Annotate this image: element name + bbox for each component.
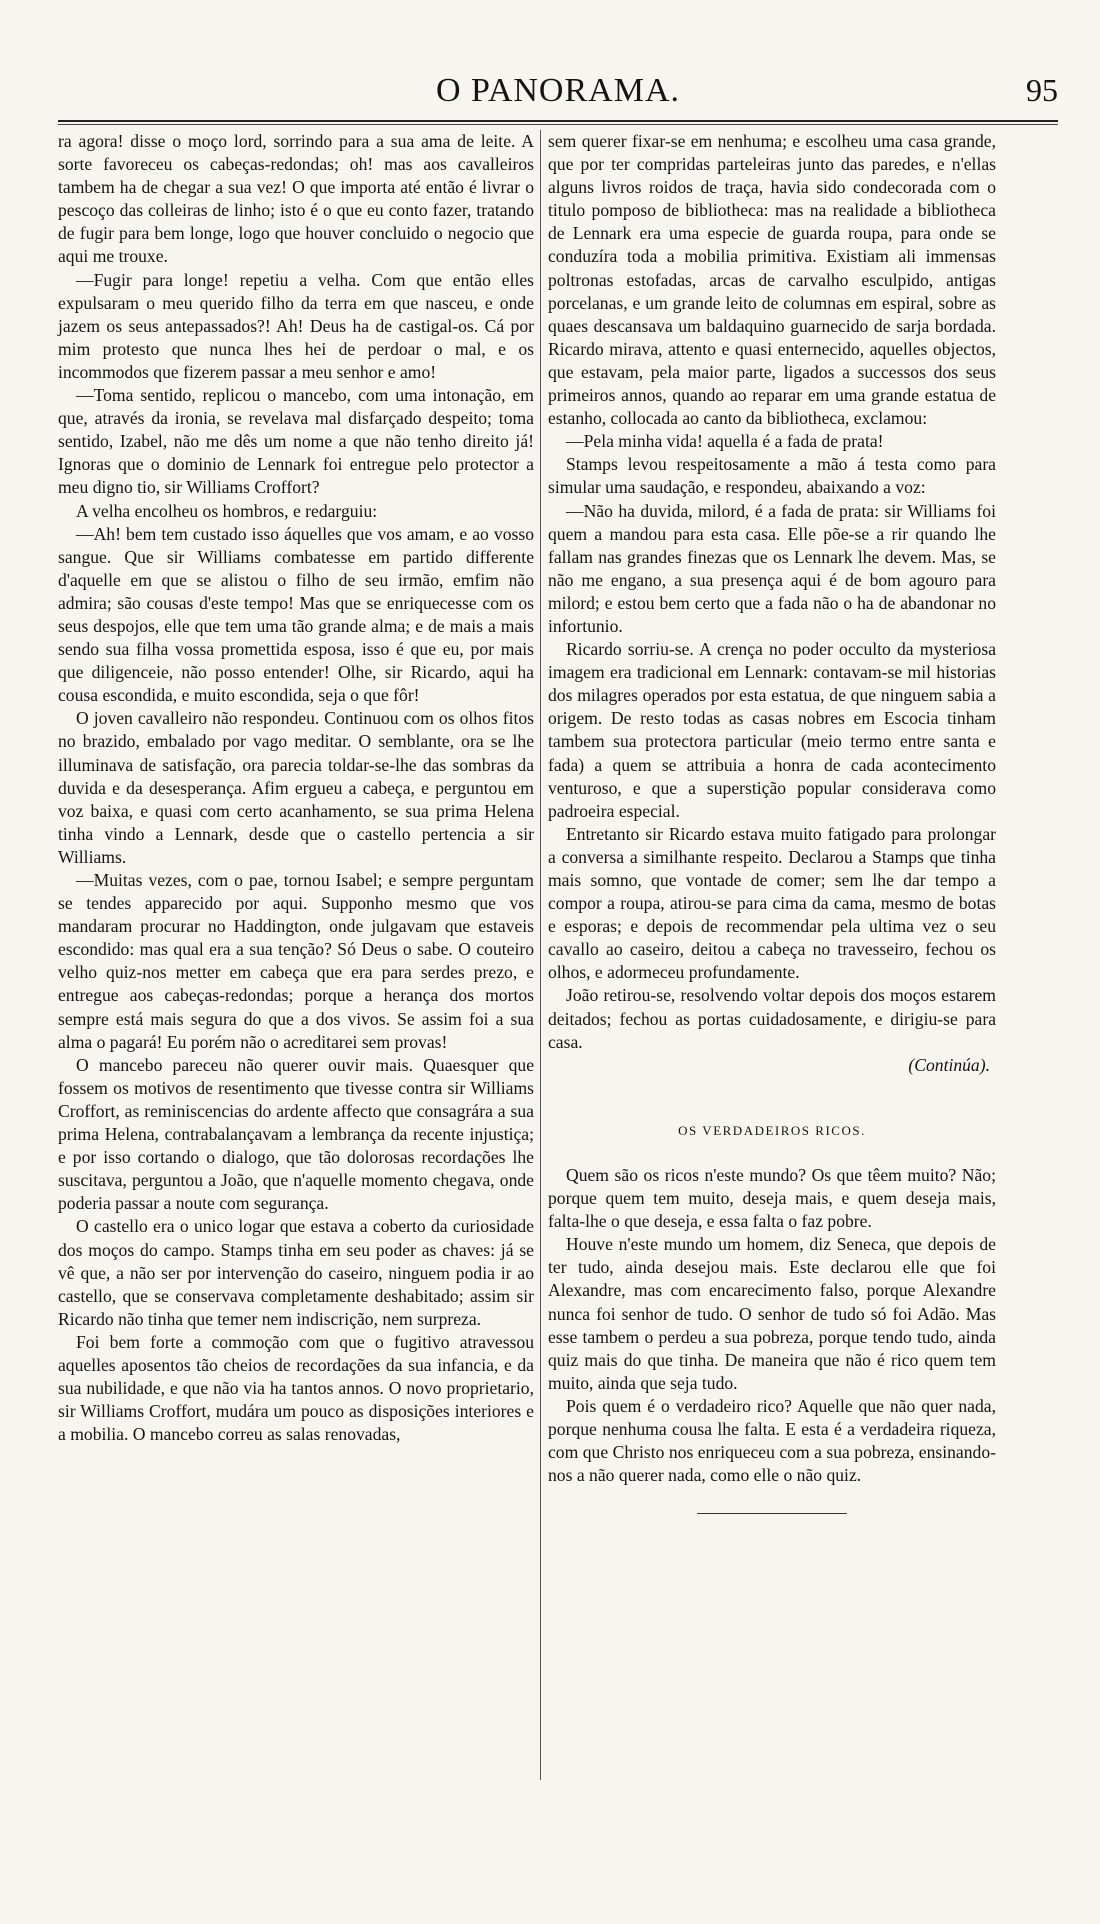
paragraph: João retirou-se, resolvendo voltar depois dos moços estarem deitados; fechou as portas cuidadosamente, e dirigiu-se para casa.	[548, 985, 996, 1052]
section-title: OS VERDADEIROS RICOS.	[678, 1122, 866, 1138]
paragraph: ra agora! disse o moço lord, sorrindo para a sua ama de leite. A sorte favoreceu os cabeças-redondas; oh! mas aos cavalleiros tambem ha de chegar a sua vez! O que importa até então é livrar o pescoço das colleiras de linho; isto é o que eu conto fazer, tratando de fugir para bem longe, logo que houver concluido o negocio que aqui me trouxe.	[58, 131, 534, 267]
paragraph: A velha encolheu os hombros, e redarguiu:	[76, 500, 378, 521]
page-header	[58, 72, 1058, 116]
section-body	[548, 1164, 996, 1487]
paragraph: Quem são os ricos n'este mundo? Os que têem muito? Não; porque quem tem muito, deseja mais, e quem deseja mais, falta-lhe o que deseja, e essa falta o faz pobre.	[548, 1164, 996, 1232]
paragraph: O joven cavalleiro não respondeu. Continuou com os olhos fitos no brazido, embalado por vago meditar. O semblante, ora se lhe illuminava de satisfação, ora parecia toldar-se-lhe das sombras da duvida e da desesperança. Afim ergueu a cabeça, e perguntou em voz baixa, e quasi com certo acanhamento, se sua prima Helena tinha vindo a Lennark, desde que o castello pertencia a sir Williams.	[58, 708, 534, 867]
paragraph: Pois quem é o verdadeiro rico? Aquelle que não quer nada, porque nenhuma cousa lhe falta. E esta é a verdadeira riqueza, com que Christo nos enriqueceu com a sua pobreza, ensinando-nos a não querer nada, como elle o não quiz.	[548, 1395, 996, 1486]
paragraph: —Toma sentido, replicou o mancebo, com uma intonação, em que, através da ironia, se revelava mal disfarçado despeito; toma sentido, Izabel, não me dês um nome a que não tenho direito já! Ignoras que o dominio de Lennark foi entregue pelo protector a meu digno tio, sir Williams Croffort?	[58, 385, 534, 498]
story-continuation	[548, 130, 996, 1054]
end-rule	[697, 1513, 847, 1514]
page-title: O PANORAMA.	[435, 72, 681, 109]
column-divider	[540, 130, 541, 1780]
paragraph: —Muitas vezes, com o pae, tornou Isabel; e sempre perguntam se tendes apparecido por aqui. Supponho mesmo que vos mandaram procurar no Haddington, onde julgavam que estaveis escondido: mas qual era a sua tenção? Só Deus o sabe. O couteiro velho quiz-nos metter em cabeça que era para serdes prezo, e entregue aos cabeças-redondas; porque a herança dos mortos sempre está mais segura do que a dos vivos. Se assim foi a sua alma o pagará! Eu porém não o acreditarei sem provas!	[58, 870, 534, 1052]
paragraph: O mancebo pareceu não querer ouvir mais. Quaesquer que fossem os motivos de resentimento que tivesse contra sir Williams Croffort, as reminiscencias do ardente affecto que consagrára a sua prima Helena, contrabalançavam a lembrança da recente injustiça; e por isso cortando o dialogo, que tão dolorosas recordações lhe suscitava, perguntou a João, que n'aquelle momento chegava, onde poderia passar a noute com segurança.	[58, 1054, 534, 1214]
paragraph: Stamps levou respeitosamente a mão á testa como para simular uma saudação, e respondeu, abaixando a voz:	[548, 454, 996, 498]
right-column	[548, 130, 996, 1514]
paragraph: Foi bem forte a commoção com que o fugitivo atravessou aquelles aposentos tão cheios de recordações da sua infancia, e da sua nubilidade, e que não via ha tantos annos. O novo proprietario, sir Williams Croffort, mudára um pouco as disposições interiores e a mobilia. O mancebo correu as salas renovadas,	[58, 1331, 534, 1445]
paragraph: —Pela minha vida! aquella é a fada de prata!	[566, 431, 884, 452]
page-number: 95	[1026, 72, 1058, 108]
left-column	[58, 130, 534, 1446]
paragraph: Houve n'este mundo um homem, diz Seneca, que depois de ter tudo, ainda desejou mais. Este declarou elle que foi Alexandre, mas com encarecimento falso, porque Alexandre nunca foi senhor de tudo. O senhor de tudo só foi Adão. Mas esse tambem o perdeu a sua pobreza, porque tendo tudo, ainda quiz mais do que tinha. De maneira que não é rico quem tem muito, ainda que seja tudo.	[548, 1234, 996, 1393]
paragraph: Entretanto sir Ricardo estava muito fatigado para prolongar a conversa a similhante respeito. Declarou a Stamps que tinha mais somno, que vontade de comer; sem lhe dar tempo a compor a roupa, atirou-se para cima da cama, mesmo de botas e esporas; e depois de recommendar pela ultima vez o seu cavallo ao caseiro, deitou a cabeça no travesseiro, fechou os olhos, e adormeceu profundamente.	[548, 823, 996, 983]
paragraph: Ricardo sorriu-se. A crença no poder occulto da mysteriosa imagem era tradicional em Lennark: contavam-se mil historias dos milagres operados por esta estatua, de que ninguem sabia a origem. De resto todas as casas nobres em Escocia tinham tambem sua protectora particular (meio termo entre santa e fada) a quem se attribuia a honra de cada acontecimento venturoso, e que a superstição popular considerava como padroeira especial.	[548, 639, 996, 821]
paragraph: —Ah! bem tem custado isso áquelles que vos amam, e ao vosso sangue. Que sir Williams combatesse em partido differente d'aquelle em que se alistou o filho de seu irmão, emfim não admira; são cousas d'este tempo! Mas que se enriquecesse com os seus despojos, elle que tem uma tão grande alma; e de mais a mais sendo sua filha vossa promettida esposa, isso é que eu, por mais que diligenceie, não posso entender! Olhe, sir Ricardo, aqui ha cousa escondida, e muito escondida, seja o que fôr!	[58, 523, 534, 706]
header-rule-thin	[58, 124, 1058, 125]
paragraph: —Não ha duvida, milord, é a fada de prata: sir Williams foi quem a mandou para esta casa. Elle põe-se a rir quando lhe fallam nas grandes finezas que os Lennark lhe devem. Mas, se não me engano, a sua presença aqui é de bom agouro para milord; e estou bem certo que a fada não o ha de abandonar no infortunio.	[548, 500, 996, 636]
header-rule	[58, 120, 1058, 122]
paragraph: O castello era o unico logar que estava a coberto da curiosidade dos moços do campo. Stamps tinha em seu poder as chaves: já se vê que, a não ser por intervenção do caseiro, ninguem podia ir ao castello, que se conservava completamente deshabitado; assim sir Ricardo não tinha que temer nem indiscrição, nem surpreza.	[58, 1216, 534, 1329]
paragraph: —Fugir para longe! repetiu a velha. Com que então elles expulsaram o meu querido filho da terra em que nasceu, e onde jazem os seus antepassados?! Ah! Deus ha de castigal-os. Cá por mim protesto que nunca lhes hei de perdoar o mal, e os incommodos que fizerem passar a meu senhor e amo!	[58, 269, 534, 382]
paragraph: sem querer fixar-se em nenhuma; e escolheu uma casa grande, que por ter compridas parteleiras junto das paredes, e n'ellas alguns livros roidos de traça, havia sido condecorada com o titulo pomposo de bibliotheca: mas na realidade a bibliotheca de Lennark era uma especie de guarda roupa, para onde se conduzíra toda a mobilia primitiva. Existiam ali immensas poltronas estofadas, arcas de carvalho esculpido, antigas porcelanas, e um grande leito de columnas em espiral, sobre as quaes descansava um baldaquino guarnecido de sarja bordada. Ricardo mirava, attento e quasi enternecido, aquelles objectos, que estavam, pela maior parte, ligados a successos dos seus primeiros annos, quando ao reparar em uma grande estatua de estanho, collocada ao canto da bibliotheca, exclamou:	[548, 131, 996, 429]
continua-note: (Continúa).	[908, 1054, 990, 1075]
